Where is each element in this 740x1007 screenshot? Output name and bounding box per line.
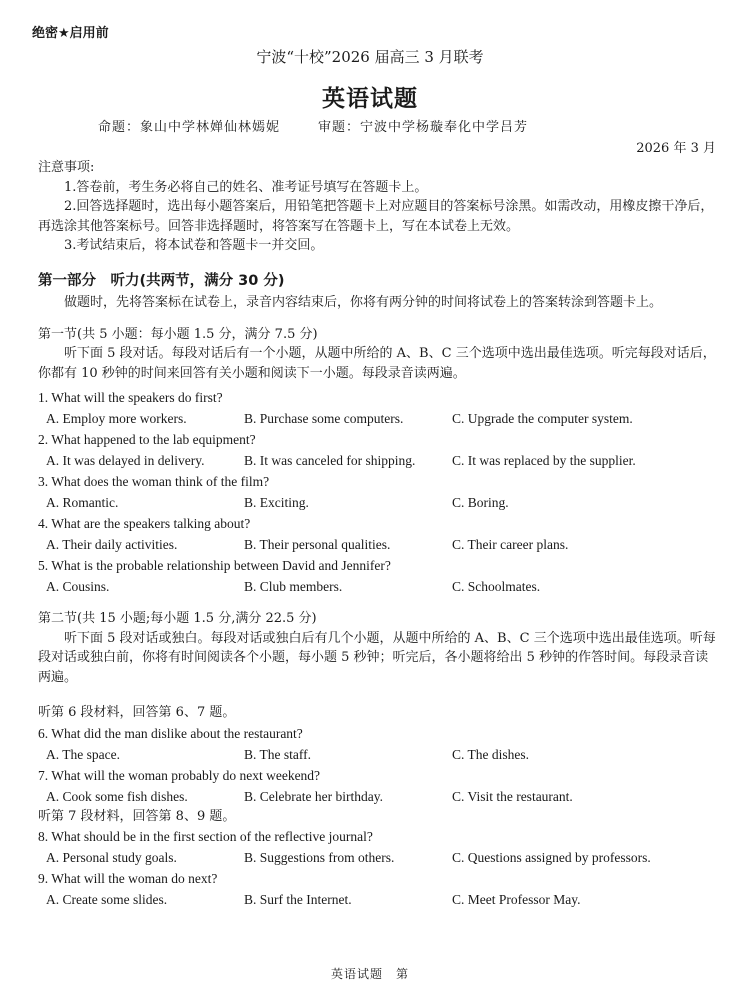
reviewers: 审题：宁波中学杨璇奉化中学吕芳 bbox=[318, 120, 529, 135]
option-c: C. Visit the restaurant. bbox=[452, 788, 573, 804]
question-8-options bbox=[38, 847, 718, 868]
option-b: B. Suggestions from others. bbox=[244, 850, 395, 865]
option-c: C. It was replaced by the supplier. bbox=[452, 453, 636, 468]
question-8: 8. What should be in the first section of the reflective journal? bbox=[38, 829, 373, 844]
option-b: B. Purchase some computers. bbox=[244, 411, 404, 426]
question-6: 6. What did the man dislike about the restaurant? bbox=[38, 725, 303, 741]
section2-heading: 第二节(共 15 小题;每小题 1.5 分,满分 22.5 分) bbox=[38, 611, 317, 626]
option-a: A. Cook some fish dishes. bbox=[46, 788, 188, 804]
section1-questions bbox=[38, 387, 718, 597]
option-c: C. Their career plans. bbox=[452, 537, 569, 552]
question-3: 3. What does the woman think of the film? bbox=[38, 474, 270, 489]
section1-instructions: 听下面 5 段对话。每段对话后有一个小题，从题中所给的 A、B、C 三个选项中选出最佳选项。听完每段对话后，你都有 10 秒钟的时间来回答有关小题和阅读下一小题。每段录音读两遍。 bbox=[38, 346, 716, 381]
question-1: 1. What will the speakers do first? bbox=[38, 390, 223, 405]
exam-title: 英语试题 bbox=[322, 86, 418, 112]
question-9-options bbox=[38, 889, 718, 910]
option-a: A. Cousins. bbox=[46, 579, 110, 594]
option-c: C. Boring. bbox=[452, 495, 509, 510]
note-item-3: 3.考试结束后，将本试卷和答题卡一并交回。 bbox=[64, 238, 324, 253]
question-2-options bbox=[38, 450, 718, 471]
option-a: A. Personal study goals. bbox=[46, 850, 177, 865]
option-b: B. Their personal qualities. bbox=[244, 537, 391, 552]
notes-heading: 注意事项: bbox=[38, 160, 95, 175]
part1-intro: 做题时，先将答案标在试卷上，录音内容结束后，你将有两分钟的时间将试卷上的答案转涂到答题卡上。 bbox=[64, 295, 663, 310]
question-2: 2. What happened to the lab equipment? bbox=[38, 432, 256, 447]
exam-subtitle: 宁波“十校”2026 届高三 3 月联考 bbox=[256, 48, 484, 66]
exam-date: 2026 年 3 月 bbox=[636, 141, 716, 156]
section1-heading: 第一节(共 5 小题：每小题 1.5 分，满分 7.5 分) bbox=[38, 326, 318, 342]
section2-instructions: 听下面 5 段对话或独白。每段对话或独白后有几个小题，从题中所给的 A、B、C 三个选项中选出最佳选项。听每段对话或独白前，你将有时间阅读各个小题，每小题 5 秒钟；听完后，各小题将给出 5 秒钟的作答时间。每段录音读两遍。 bbox=[38, 630, 716, 685]
exam-content bbox=[38, 158, 718, 910]
part1-heading: 第一部分 听力(共两节，满分 30 分) bbox=[38, 272, 285, 289]
confidential-label: 绝密★启用前 bbox=[32, 26, 109, 41]
option-a: A. The space. bbox=[46, 746, 120, 762]
option-b: B. It was canceled for shipping. bbox=[244, 453, 416, 468]
authors-line bbox=[98, 116, 528, 135]
authors: 命题：象山中学林婵仙林嫣妮 bbox=[98, 120, 281, 135]
question-5: 5. What is the probable relationship between David and Jennifer? bbox=[38, 558, 391, 573]
option-c: C. Meet Professor May. bbox=[452, 892, 581, 907]
option-c: C. The dishes. bbox=[452, 746, 529, 762]
note-item-2: 2.回答选择题时，选出每小题答案后，用铅笔把答题卡上对应题目的答案标号涂黑。如需改动，用橡皮擦干净后，再选涂其他答案标号。回答非选择题时，将答案写在答题卡上，写在本试卷上无效。 bbox=[38, 199, 714, 234]
option-b: B. Celebrate her birthday. bbox=[244, 788, 383, 804]
option-a: A. Create some slides. bbox=[46, 892, 168, 907]
option-c: C. Upgrade the computer system. bbox=[452, 411, 633, 426]
question-1-options bbox=[38, 408, 718, 429]
option-b: B. Club members. bbox=[244, 579, 343, 594]
note-item-1: 1.答卷前，考生务必将自己的姓名、准考证号填写在答题卡上。 bbox=[64, 179, 428, 195]
material-6-heading: 听第 6 段材料，回答第 6、7 题。 bbox=[38, 705, 236, 720]
question-4-options bbox=[38, 534, 718, 555]
question-4: 4. What are the speakers talking about? bbox=[38, 516, 251, 531]
option-a: A. Employ more workers. bbox=[46, 411, 187, 426]
option-b: B. Surf the Internet. bbox=[244, 892, 352, 907]
material-7-heading: 听第 7 段材料，回答第 8、9 题。 bbox=[38, 808, 236, 824]
question-3-options bbox=[38, 492, 718, 513]
option-c: C. Questions assigned by professors. bbox=[452, 850, 651, 865]
question-7-options bbox=[38, 786, 718, 807]
option-b: B. The staff. bbox=[244, 746, 311, 762]
option-a: A. Romantic. bbox=[46, 495, 119, 510]
option-b: B. Exciting. bbox=[244, 495, 309, 510]
option-a: A. Their daily activities. bbox=[46, 537, 178, 552]
option-c: C. Schoolmates. bbox=[452, 579, 541, 594]
question-7: 7. What will the woman probably do next weekend? bbox=[38, 767, 321, 783]
option-a: A. It was delayed in delivery. bbox=[46, 453, 205, 468]
question-5-options bbox=[38, 576, 718, 597]
page-footer: 英语试题 第 bbox=[330, 967, 409, 981]
question-9: 9. What will the woman do next? bbox=[38, 871, 218, 886]
question-6-options bbox=[38, 744, 718, 765]
